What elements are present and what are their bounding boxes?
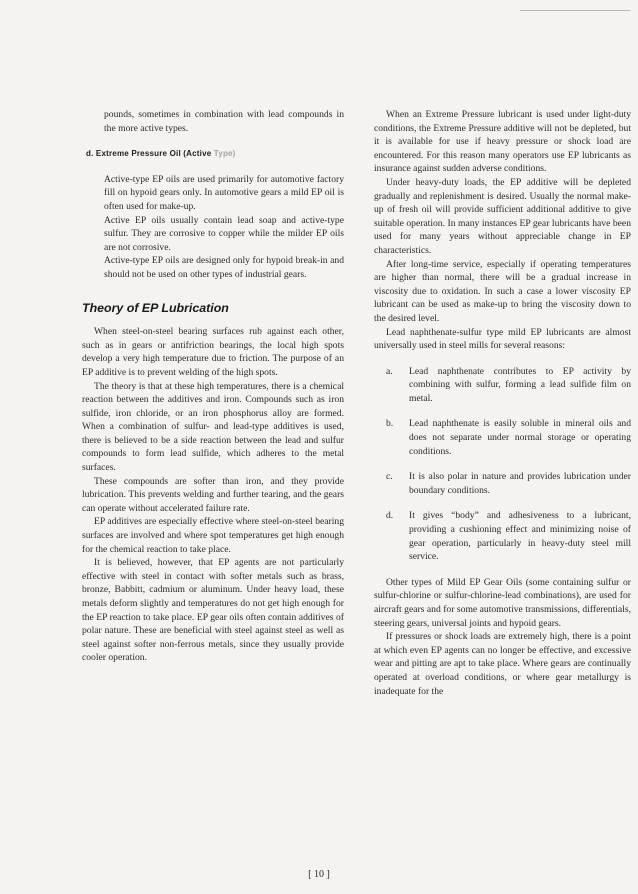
paragraph: Lead naphthenate-sulfur type mild EP lubricants are almost universally used in steel mills for several reasons: — [374, 326, 631, 352]
list-marker: a. — [386, 365, 393, 377]
subsection-heading — [86, 147, 344, 161]
paragraph: Active EP oils usually contain lead soap and active-type sulfur. They are corrosive to copper while the milder EP oils are not corrosive. — [104, 214, 344, 253]
list-item-text: Lead naphthenate is easily soluble in mineral oils and does not separate under normal storage or operating conditions. — [409, 418, 631, 457]
list-item — [374, 365, 631, 406]
page-number: [ 10 ] — [308, 869, 330, 880]
list-item — [374, 470, 631, 497]
paragraph: When steel-on-steel bearing surfaces rub against each other, such as in gears or antifriction bearings, the local high spots develop a very high temperature due to friction. The purpose of an EP additive is to prevent welding of the high spots. — [82, 326, 344, 378]
list-marker: c. — [386, 471, 393, 483]
subsection-body — [82, 173, 344, 282]
subsection-heading-main: d. Extreme Pressure Oil (Active — [86, 149, 214, 159]
section-heading: Theory of EP Lubrication — [82, 300, 229, 315]
paragraph: After long-time service, especially if operating temperatures are higher than normal, there will be a gradual increase in viscosity due to oxidation. In such a case a lower viscosity EP lubricant can be used as make-up to bring the viscosity down to the desired level. — [374, 258, 631, 324]
list-item-text: It gives “body” and adhesiveness to a lubricant, providing a cushioning effect and minimizing noise of gear operation, particularly in heavy-duty steel mill service. — [409, 510, 631, 563]
paragraph: EP additives are especially effective where steel-on-steel bearing surfaces are involved and where spot temperatures get high enough for the chemical reaction to take place. — [82, 516, 344, 555]
paragraph: It is believed, however, that EP agents are not particularly effective with steel in contact with softer metals such as brass, bronze, Babbitt, cadmium or aluminum. Under heavy load, these metals deform slightly and temperatures do not get high enough for the EP reaction to take place. EP gear oils often contain additives of polar nature. These are beneficial with steel against steel as well as steel against softer non-ferrous metals, since they usually provide cooler operation. — [82, 557, 344, 664]
list-marker: d. — [386, 510, 394, 522]
paragraph: These compounds are softer than iron, and they provide lubrication. This prevents welding and further tearing, and the gears can operate without accelerated failure rate. — [82, 475, 344, 514]
paragraph: Other types of Mild EP Gear Oils (some containing sulfur or sulfur-chlorine or sulfur-chlorine-lead combinations), are used for aircraft gears and for some automotive transmissions, differentials, steering gears, universal joints and hypoid gears. — [374, 576, 631, 629]
list-marker: b. — [386, 418, 394, 430]
reasons-list — [374, 365, 631, 564]
list-item — [374, 509, 631, 563]
paragraph: Under heavy-duty loads, the EP additive will be depleted gradually and replenishment is desired. Usually the normal make-up of fresh oil will provide sufficient additional additive to give suitable operation. In many instances EP gear lubricants have been used for many years without appreciable change in EP characteristics. — [374, 176, 631, 256]
right-column — [374, 108, 631, 698]
subsection-heading-faint: Type) — [213, 149, 236, 159]
top-edge-rule — [520, 10, 630, 11]
paragraph: The theory is that at these high temperatures, there is a chemical reaction between the additives and iron. Compounds such as iron sulfide, iron chloride, or an iron phosphorus alloy are formed. When a combination of sulfur- and lead-type additives is used, there is believed to be a side reaction between the lead and sulfur compounds to form lead sulfide, which adheres to the metal surfaces. — [82, 380, 344, 474]
paragraph: If pressures or shock loads are extremely high, there is a point at which even EP agents can no longer be effective, and excessive wear and pitting are apt to take place. Where gears are continually operated at overload conditions, or where gear metallurgy is inadequate for the — [374, 631, 631, 697]
paragraph: When an Extreme Pressure lubricant is used under light-duty conditions, the Extreme Pressure additive will not be depleted, but it is available for use if heavy pressure or shock load are encountered. For this reason many operators use EP lubricants as insurance against sudden adverse conditions. — [374, 109, 631, 175]
list-item — [374, 417, 631, 458]
left-column — [82, 108, 344, 665]
paragraph: Active-type EP oils are used primarily for automotive factory fill on hypoid gears only. In automotive gears a mild EP oil is often used for make-up. — [104, 173, 344, 212]
paragraph: Active-type EP oils are designed only for hypoid break-in and should not be used on other types of industrial gears. — [104, 255, 344, 280]
list-item-text: It is also polar in nature and provides lubrication under boundary conditions. — [409, 471, 631, 496]
intro-text: pounds, sometimes in combination with lead compounds in the more active types. — [104, 109, 344, 134]
list-item-text: Lead naphthenate contributes to EP activity by combining with sulfur, forming a lead sulfide film on metal. — [409, 365, 631, 404]
continued-paragraph — [82, 108, 344, 135]
